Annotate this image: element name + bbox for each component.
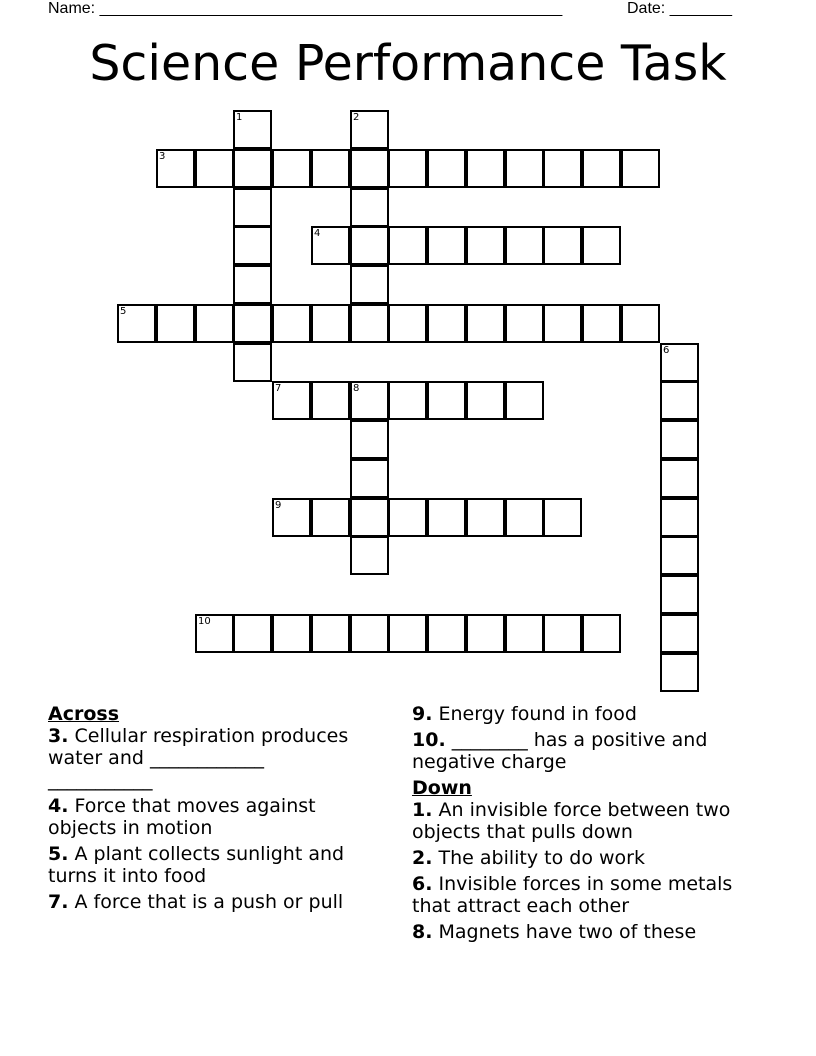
crossword-cell[interactable]: [233, 188, 272, 227]
across-heading: Across: [48, 703, 120, 725]
crossword-cell[interactable]: [233, 265, 272, 304]
crossword-cell[interactable]: [466, 498, 505, 537]
cell-number: 1: [236, 112, 243, 123]
crossword-cell[interactable]: [311, 381, 350, 420]
clue-number: 7.: [48, 891, 69, 913]
clue-text: Energy found in food: [438, 703, 637, 725]
crossword-cell[interactable]: [543, 226, 582, 265]
crossword-cell[interactable]: [427, 498, 466, 537]
crossword-cell[interactable]: [505, 498, 544, 537]
crossword-cell[interactable]: [350, 188, 389, 227]
cell-number: 10: [198, 616, 211, 627]
crossword-cell[interactable]: [350, 304, 389, 343]
crossword-cell[interactable]: [350, 614, 389, 653]
clue-text: Magnets have two of these: [438, 921, 697, 943]
crossword-cell[interactable]: [427, 149, 466, 188]
name-line: Name: ____________________________________________________: [48, 0, 563, 17]
crossword-cell[interactable]: [660, 575, 699, 614]
crossword-cell[interactable]: [233, 110, 272, 149]
clue-text: A plant collects sunlight and turns it into food: [48, 843, 345, 887]
clue-down-1: [412, 799, 757, 843]
clue-number: 9.: [412, 703, 433, 725]
crossword-cell[interactable]: [582, 226, 621, 265]
crossword-cell[interactable]: [505, 226, 544, 265]
crossword-cell[interactable]: [660, 381, 699, 420]
clue-number: 10.: [412, 729, 446, 751]
crossword-cell[interactable]: [660, 614, 699, 653]
crossword-cell[interactable]: [156, 304, 195, 343]
crossword-cell[interactable]: [505, 304, 544, 343]
crossword-cell[interactable]: [505, 381, 544, 420]
crossword-cell[interactable]: [660, 498, 699, 537]
clue-across-5: [48, 843, 368, 887]
crossword-cell[interactable]: [466, 149, 505, 188]
crossword-cell[interactable]: [350, 498, 389, 537]
crossword-cell[interactable]: [582, 149, 621, 188]
crossword-cell[interactable]: [117, 304, 156, 343]
crossword-cell[interactable]: [233, 149, 272, 188]
cell-number: 4: [314, 228, 321, 239]
crossword-cell[interactable]: [582, 304, 621, 343]
crossword-cell[interactable]: [350, 226, 389, 265]
crossword-cell[interactable]: [233, 226, 272, 265]
clues-right-column: [412, 703, 757, 947]
crossword-cell[interactable]: [272, 498, 311, 537]
clue-number: 1.: [412, 799, 433, 821]
crossword-cell[interactable]: [311, 226, 350, 265]
crossword-cell[interactable]: [660, 459, 699, 498]
crossword-cell[interactable]: [427, 304, 466, 343]
clue-text: ________ has a positive and negative charge: [412, 729, 708, 773]
cell-number: 5: [120, 306, 127, 317]
crossword-cell[interactable]: [466, 226, 505, 265]
crossword-cell[interactable]: [272, 381, 311, 420]
crossword-cell[interactable]: [272, 304, 311, 343]
crossword-cell[interactable]: [311, 149, 350, 188]
crossword-cell[interactable]: [350, 536, 389, 575]
crossword-cell[interactable]: [350, 459, 389, 498]
crossword-cell[interactable]: [350, 110, 389, 149]
clue-across-9: [412, 703, 757, 725]
clue-across-10: [412, 729, 757, 773]
crossword-cell[interactable]: [233, 343, 272, 382]
crossword-cell[interactable]: [388, 304, 427, 343]
clue-across-7: [48, 891, 368, 913]
clue-number: 6.: [412, 873, 433, 895]
crossword-cell[interactable]: [466, 614, 505, 653]
clue-number: 5.: [48, 843, 69, 865]
clue-text: Cellular respiration produces water and ____________ ___________: [48, 725, 349, 791]
crossword-cell[interactable]: [427, 381, 466, 420]
crossword-cell[interactable]: [660, 420, 699, 459]
cell-number: 9: [275, 500, 282, 511]
clue-text: An invisible force between two objects that pulls down: [412, 799, 731, 843]
clues-left-column: [48, 703, 368, 917]
crossword-cell[interactable]: [195, 304, 234, 343]
crossword-cell[interactable]: [660, 653, 699, 692]
cell-number: 8: [353, 383, 360, 394]
crossword-cell[interactable]: [466, 381, 505, 420]
clue-number: 3.: [48, 725, 69, 747]
crossword-cell[interactable]: [388, 614, 427, 653]
crossword-cell[interactable]: [582, 614, 621, 653]
clue-number: 4.: [48, 795, 69, 817]
clue-down-2: [412, 847, 757, 869]
clue-text: A force that is a push or pull: [74, 891, 344, 913]
crossword-cell[interactable]: [388, 381, 427, 420]
page-title: Science Performance Task: [89, 35, 727, 92]
clue-across-4: [48, 795, 368, 839]
crossword-cell[interactable]: [660, 536, 699, 575]
cell-number: 2: [353, 112, 360, 123]
clue-text: Force that moves against objects in motion: [48, 795, 316, 839]
crossword-cell[interactable]: [466, 304, 505, 343]
crossword-cell[interactable]: [505, 149, 544, 188]
crossword-cell[interactable]: [543, 498, 582, 537]
crossword-cell[interactable]: [233, 304, 272, 343]
cell-number: 6: [663, 345, 670, 356]
crossword-cell[interactable]: [543, 614, 582, 653]
crossword-cell[interactable]: [311, 304, 350, 343]
crossword-cell[interactable]: [543, 304, 582, 343]
crossword-cell[interactable]: [505, 614, 544, 653]
crossword-cell[interactable]: [195, 149, 234, 188]
clue-number: 2.: [412, 847, 433, 869]
crossword-cell[interactable]: [195, 614, 234, 653]
crossword-cell[interactable]: [388, 498, 427, 537]
crossword-cell[interactable]: [350, 265, 389, 304]
date-line: Date: _______: [627, 0, 732, 17]
cell-number: 3: [159, 151, 166, 162]
crossword-cell[interactable]: [311, 614, 350, 653]
crossword-cell[interactable]: [272, 149, 311, 188]
crossword-cell[interactable]: [350, 420, 389, 459]
cell-number: 7: [275, 383, 282, 394]
crossword-cell[interactable]: [311, 498, 350, 537]
clue-text: Invisible forces in some metals that attract each other: [412, 873, 733, 917]
crossword-cell[interactable]: [350, 149, 389, 188]
crossword-cell[interactable]: [233, 614, 272, 653]
clue-across-3: [48, 725, 368, 791]
crossword-cell[interactable]: [156, 149, 195, 188]
crossword-cell[interactable]: [350, 381, 389, 420]
crossword-cell[interactable]: [427, 614, 466, 653]
clue-number: 8.: [412, 921, 433, 943]
down-heading: Down: [412, 777, 472, 799]
clue-down-6: [412, 873, 757, 917]
clue-down-8: [412, 921, 757, 943]
clue-text: The ability to do work: [438, 847, 645, 869]
crossword-cell[interactable]: [660, 343, 699, 382]
crossword-cell[interactable]: [427, 226, 466, 265]
crossword-cell[interactable]: [388, 226, 427, 265]
crossword-cell[interactable]: [543, 149, 582, 188]
crossword-cell[interactable]: [621, 304, 660, 343]
crossword-cell[interactable]: [388, 149, 427, 188]
crossword-cell[interactable]: [272, 614, 311, 653]
crossword-cell[interactable]: [621, 149, 660, 188]
